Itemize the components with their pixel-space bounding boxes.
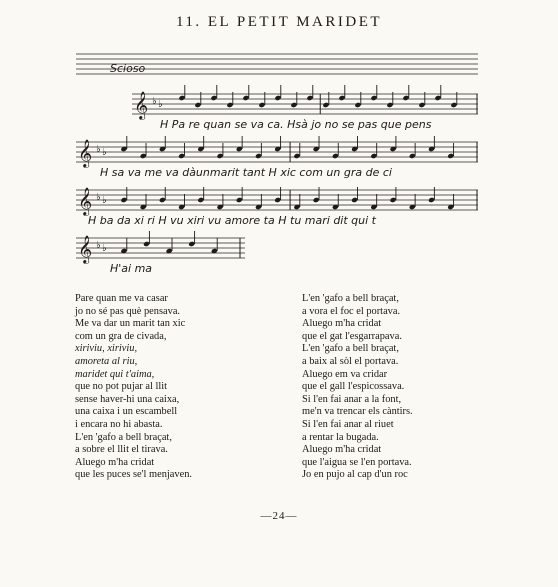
treble-clef-icon: 𝄞 <box>78 187 93 215</box>
verse-line: xiriviu, xiriviu, <box>75 343 138 355</box>
page-number: —24— <box>260 510 298 522</box>
verse-line: Si l'en fai anar a la font, <box>302 393 402 405</box>
verse-line: L'en 'gafo a bell braçat, <box>302 343 399 355</box>
flat-icon: ♭ <box>102 147 107 158</box>
verses-left-column <box>75 293 192 482</box>
music-score-svg <box>70 48 490 280</box>
verse-line: Aluego em va cridar <box>302 368 388 380</box>
verse-line: sense haver-hi una caixa, <box>75 393 180 405</box>
verse-line: que les puces se'l menjaven. <box>75 469 192 481</box>
lyrics-line-3: H ba da xi ri H vu xiri vu amore ta H tu mari dit qui t <box>88 214 376 227</box>
verse-line: Pare quan me va casar <box>75 293 168 304</box>
flat-icon: ♭ <box>96 192 101 203</box>
verse-line: Jo en pujo al cap d'un roc <box>302 469 408 481</box>
lyrics-line-2: H sa va me va dàunmarit tant H xic com un gra de ci <box>100 166 392 179</box>
verse-line: Aluego m'ha cridat <box>302 444 382 456</box>
verse-line: que no pot pujar al llit <box>75 381 168 393</box>
verse-line: me'n va trencar els càntirs. <box>302 406 413 418</box>
flat-icon: ♭ <box>96 240 101 251</box>
tempo-mark: Scioso <box>110 62 146 75</box>
lyrics-line-1: H Pa re quan se va ca. Hsà jo no se pas que pens <box>160 118 432 131</box>
page-title: 11. EL PETIT MARIDET <box>175 14 383 30</box>
treble-clef-icon: 𝄞 <box>78 139 93 167</box>
treble-clef-icon: 𝄞 <box>78 235 93 263</box>
staff <box>76 142 478 162</box>
verse-line: Aluego m'ha cridat <box>75 456 155 468</box>
verses-right-column <box>302 293 413 482</box>
verse-line: que el gat l'esgarrapava. <box>302 330 402 342</box>
flat-icon: ♭ <box>158 99 163 110</box>
verse-line: que el gall l'espicossava. <box>302 381 405 393</box>
verse-line: a rentar la bugada. <box>302 431 379 443</box>
flat-icon: ♭ <box>152 96 157 107</box>
verse-line: L'en 'gafo a bell braçat, <box>75 431 172 443</box>
treble-clef-icon: 𝄞 <box>134 91 149 119</box>
music-score <box>70 48 490 280</box>
verse-line: a baix al sòl el portava. <box>302 355 399 367</box>
verse-line: i encara no hi abasta. <box>75 418 163 430</box>
verse-line: Me va dar un marit tan xic <box>75 318 186 330</box>
verse-line: Si l'en fai anar al riuet <box>302 418 394 430</box>
lyrics-line-4: H'ai ma <box>110 262 153 275</box>
verse-line: que l'aigua se l'en portava. <box>302 456 412 468</box>
verse-line: jo no sé pas què pensava. <box>75 305 181 317</box>
verse-line: amoreta al riu, <box>75 355 138 367</box>
flat-icon: ♭ <box>102 243 107 254</box>
verse-line: a sobre el llit el tirava. <box>75 444 168 456</box>
verse-line: Aluego m'ha cridat <box>302 318 382 330</box>
verse-line: L'en 'gafo a bell braçat, <box>302 293 399 304</box>
verse-line: a vora el foc el portava. <box>302 305 401 317</box>
verse-line: una caixa i un escambell <box>75 406 178 418</box>
verse-line: com un gra de civada, <box>75 330 167 342</box>
verse-line: maridet qui t'aima, <box>75 368 155 380</box>
flat-icon: ♭ <box>96 144 101 155</box>
flat-icon: ♭ <box>102 195 107 206</box>
